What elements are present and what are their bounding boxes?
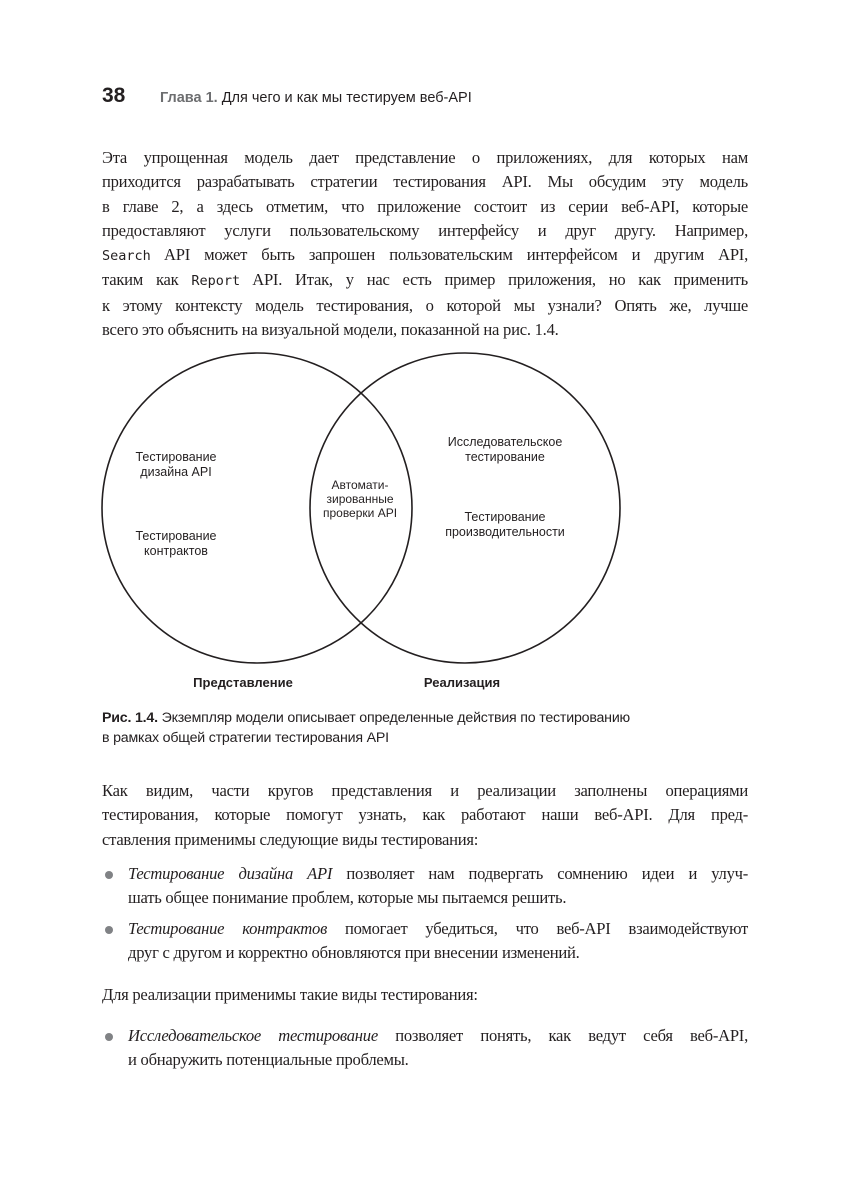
text-line: предоставляют услуги пользовательскому интерфейсу и друг другу. Например, <box>102 220 748 240</box>
circle-label-implementation: Реализация <box>423 675 501 690</box>
bullet-term: Тестирование контрактов <box>128 919 328 938</box>
body-paragraph <box>102 779 748 852</box>
circle-label-representation: Представление <box>193 675 293 690</box>
bullet-term: Тестирование дизайна API <box>128 864 333 883</box>
text-line: в главе 2, а здесь отметим, что приложение состоит из серии веб-API, которые <box>102 196 748 216</box>
bullet-icon <box>105 1033 113 1041</box>
figure-caption: Рис. 1.4. Экземпляр модели описывает определенные действия по тестированию в рамках общей стратегии тестирования API <box>102 710 630 746</box>
chapter-label: Глава 1. <box>160 90 218 106</box>
label-exploratory-testing: Исследовательское тестирование <box>447 435 563 464</box>
bullet-icon <box>105 871 113 879</box>
label-contract-testing: Тестирование контрактов <box>135 529 217 558</box>
label-automated-api-checks: Автомати- зированные проверки API <box>322 478 398 520</box>
running-header <box>102 84 472 112</box>
bullet-icon <box>105 926 113 934</box>
text-line: Search API может быть запрошен пользовательским интерфейсом и другим API, <box>102 245 748 265</box>
text-line: Как видим, части кругов представления и реализации заполнены операциями <box>102 781 748 800</box>
text-line: всего это объяснить на визуальной модели, показанной на рис. 1.4. <box>102 320 559 340</box>
text-line: к этому контексту модель тестирования, о которой мы узнали? Опять же, лучше <box>102 295 748 315</box>
text-line: Эта упрощенная модель дает представление о приложениях, для которых нам <box>102 148 748 167</box>
text-line: приходится разрабатывать стратегии тестирования API. Мы обсудим эту модель <box>102 172 748 192</box>
intro-paragraph <box>102 146 748 342</box>
caption-label: Рис. 1.4. <box>102 710 158 726</box>
bullet-term: Исследовательское тестирование <box>128 1026 378 1045</box>
code-report: Report <box>191 273 241 290</box>
label-performance-testing: Тестирование производительности <box>445 510 565 539</box>
running-head-title <box>160 90 472 106</box>
text-line: тестирования, которые помогут узнать, как работают наши веб-API. Для пред- <box>102 805 748 825</box>
chapter-title: Для чего и как мы тестируем веб-API <box>221 90 472 106</box>
page-number: 38 <box>102 84 126 107</box>
code-search: Search <box>102 248 151 265</box>
text-line: ставления применимы следующие виды тестирования: <box>102 829 479 849</box>
implementation-intro: Для реализации применимы такие виды тестирования: <box>102 985 478 1004</box>
label-api-design-testing: Тестирование дизайна API <box>135 450 217 479</box>
text-line: таким как Report API. Итак, у нас есть пример приложения, но как применить <box>102 270 748 290</box>
